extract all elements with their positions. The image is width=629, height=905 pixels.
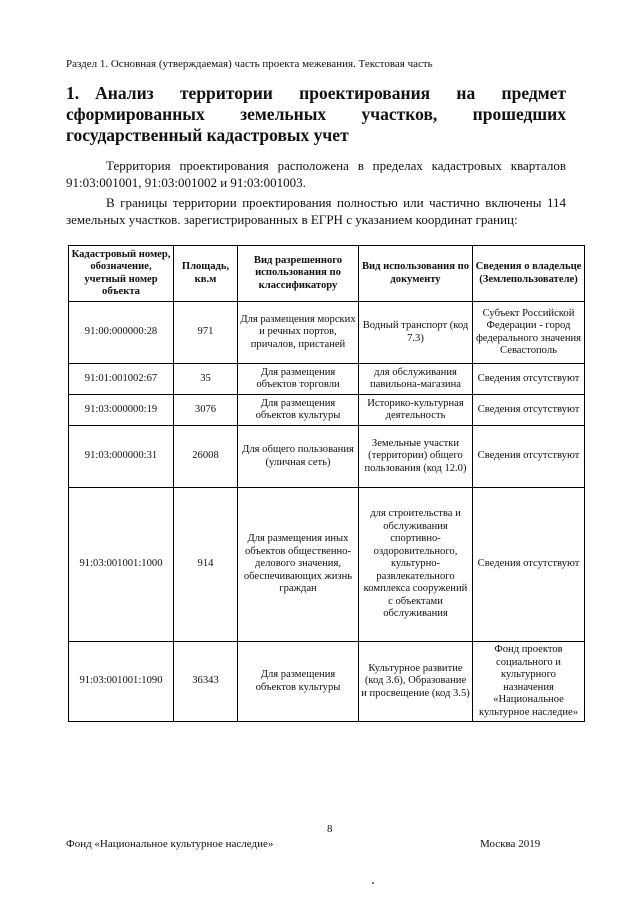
section-heading: [66, 83, 566, 146]
cell-permitted-use: Для размещения морских и речных портов, причалов, пристаней: [238, 302, 359, 364]
cell-owner: Сведения отсутствуют: [473, 488, 585, 642]
footer-city-year: Москва 2019: [480, 838, 541, 850]
cell-cadastral-number: 91:00:000000:28: [69, 302, 174, 364]
cell-area: 26008: [174, 426, 238, 488]
heading-number: 1.: [66, 83, 80, 103]
table-row: [69, 426, 585, 488]
cell-area: 914: [174, 488, 238, 642]
header-owner: Сведения о владельце (Землепользователе): [473, 246, 585, 302]
cell-area: 3076: [174, 395, 238, 426]
footer-organization: Фонд «Национальное культурное наследие»: [66, 838, 274, 850]
cell-owner: Фонд проектов социального и культурного назначения «Национальное культурное наследие»: [473, 642, 585, 722]
cell-document-use: для строительства и обслуживания спортивно-оздоровительного, культурно-развлекательного комплекса сооружений с объектами обслуживания: [359, 488, 473, 642]
table-row: [69, 488, 585, 642]
cell-cadastral-number: 91:03:001001:1000: [69, 488, 174, 642]
cell-cadastral-number: 91:03:001001:1090: [69, 642, 174, 722]
page-number: 8: [327, 823, 333, 835]
cell-permitted-use: Для размещения объектов культуры: [238, 642, 359, 722]
scan-speck: [372, 882, 374, 884]
cell-owner: Сведения отсутствуют: [473, 395, 585, 426]
cell-document-use: Культурное развитие (код 3.6), Образование и просвещение (код 3.5): [359, 642, 473, 722]
section-header: Раздел 1. Основная (утверждаемая) часть проекта межевания. Текстовая часть: [66, 58, 433, 70]
header-area: Площадь, кв.м: [174, 246, 238, 302]
paragraph-territory: Территория проектирования расположена в пределах кадастровых кварталов 91:03:001001, 91:03:001002 и 91:03:001003.: [66, 158, 566, 190]
paragraph-plots: В границы территории проектирования полностью или частично включены 114 земельных участков. зарегистрированных в ЕГРН с указанием координат границ:: [66, 195, 566, 227]
cell-cadastral-number: 91:01:001002:67: [69, 364, 174, 395]
cell-permitted-use: Для размещения объектов культуры: [238, 395, 359, 426]
header-cadastral-number: Кадастровый номер, обозначение, учетный номер объекта: [69, 246, 174, 302]
cell-area: 35: [174, 364, 238, 395]
heading-title: Анализ территории проектирования на предмет сформированных земельных участков, прошедших государственный кадастровых учет: [66, 83, 566, 145]
header-document-use: Вид использования по документу: [359, 246, 473, 302]
table-header-row: [69, 246, 585, 302]
cell-cadastral-number: 91:03:000000:31: [69, 426, 174, 488]
cell-owner: Субъект Российской Федерации - город федерального значения Севастополь: [473, 302, 585, 364]
table-row: [69, 302, 585, 364]
cell-document-use: для обслуживания павильона-магазина: [359, 364, 473, 395]
cell-permitted-use: Для размещения иных объектов общественно-делового значения, обеспечивающих жизнь граждан: [238, 488, 359, 642]
header-permitted-use: Вид разрешенного использования по классификатору: [238, 246, 359, 302]
cell-area: 971: [174, 302, 238, 364]
cell-document-use: Земельные участки (территории) общего пользования (код 12.0): [359, 426, 473, 488]
cell-permitted-use: Для размещения объектов торговли: [238, 364, 359, 395]
cell-owner: Сведения отсутствуют: [473, 426, 585, 488]
cell-owner: Сведения отсутствуют: [473, 364, 585, 395]
cell-area: 36343: [174, 642, 238, 722]
table-row: [69, 642, 585, 722]
table-row: [69, 395, 585, 426]
cell-permitted-use: Для общего пользования (уличная сеть): [238, 426, 359, 488]
land-plots-table: [68, 245, 585, 722]
table-row: [69, 364, 585, 395]
cell-document-use: Историко-культурная деятельность: [359, 395, 473, 426]
cell-cadastral-number: 91:03:000000:19: [69, 395, 174, 426]
cell-document-use: Водный транспорт (код 7.3): [359, 302, 473, 364]
